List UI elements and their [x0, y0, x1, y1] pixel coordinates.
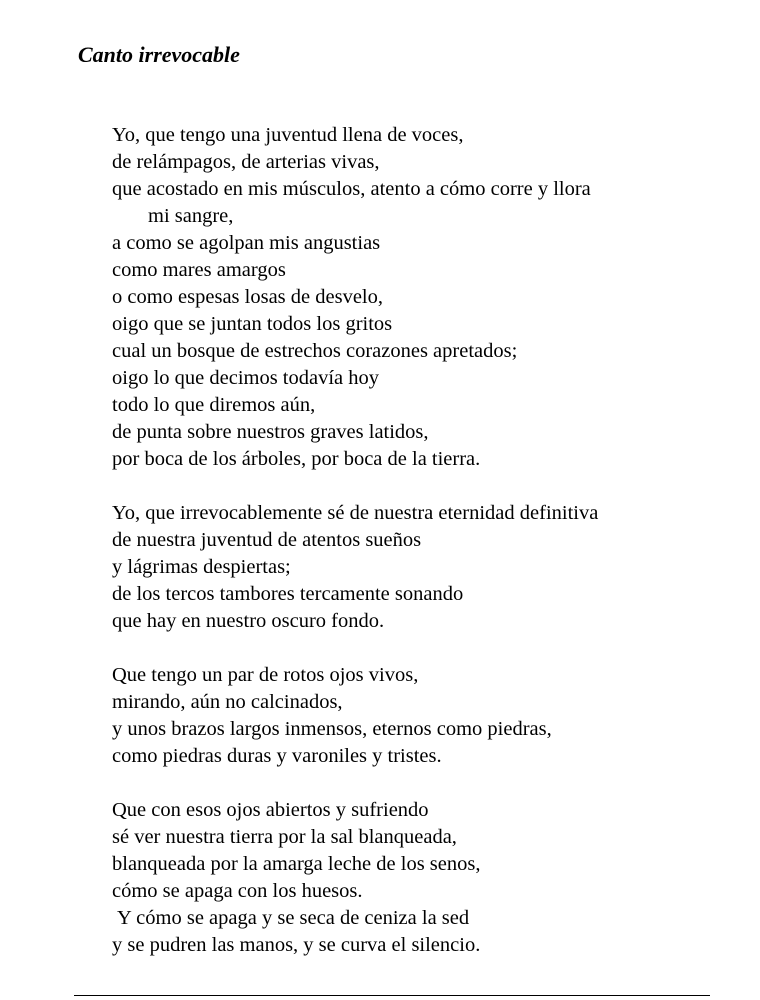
poem-line: y lágrimas despiertas;	[112, 556, 291, 578]
poem-line: sé ver nuestra tierra por la sal blanqueada,	[112, 826, 457, 848]
poem-line: blanqueada por la amarga leche de los senos,	[112, 853, 481, 875]
poem-line: que hay en nuestro oscuro fondo.	[112, 610, 385, 632]
poem-line: Que tengo un par de rotos ojos vivos,	[112, 664, 419, 686]
poem-line: que acostado en mis músculos, atento a cómo corre y llora	[112, 178, 591, 200]
stanza-3	[112, 662, 752, 770]
poem-line: y se pudren las manos, y se curva el silencio.	[112, 934, 481, 956]
poem-line: como mares amargos	[112, 259, 286, 281]
stanza-1	[112, 122, 752, 473]
poem-line: Yo, que tengo una juventud llena de voces,	[112, 124, 464, 146]
poem-line: Y cómo se apaga y se seca de ceniza la sed	[117, 907, 470, 929]
poem-line: oigo lo que decimos todavía hoy	[112, 367, 380, 389]
poem-line: de nuestra juventud de atentos sueños	[112, 529, 422, 551]
poem-line: Yo, que irrevocablemente sé de nuestra eternidad definitiva	[112, 502, 599, 524]
poem-line: de relámpagos, de arterias vivas,	[112, 151, 380, 173]
poem-line: cual un bosque de estrechos corazones apretados;	[112, 340, 518, 362]
poem-line: o como espesas losas de desvelo,	[112, 286, 383, 308]
poem-line: todo lo que diremos aún,	[112, 394, 316, 416]
stanza-2	[112, 500, 752, 635]
poem-line-continuation: mi sangre,	[148, 205, 234, 227]
poem-line: oigo que se juntan todos los gritos	[112, 313, 393, 335]
stanza-4	[112, 797, 752, 959]
poem-line: mirando, aún no calcinados,	[112, 691, 343, 713]
poem-line: y unos brazos largos inmensos, eternos como piedras,	[112, 718, 552, 740]
poem-line: como piedras duras y varoniles y tristes.	[112, 745, 442, 767]
poem-body	[112, 122, 752, 986]
poem-title: Canto irrevocable	[78, 42, 240, 67]
poem-line: por boca de los árboles, por boca de la tierra.	[112, 448, 481, 470]
poem-line: a como se agolpan mis angustias	[112, 232, 381, 254]
footer-divider	[74, 995, 710, 996]
poem-line: cómo se apaga con los huesos.	[112, 880, 363, 902]
poem-line: Que con esos ojos abiertos y sufriendo	[112, 799, 429, 821]
poem-line: de los tercos tambores tercamente sonando	[112, 583, 464, 605]
poem-line: de punta sobre nuestros graves latidos,	[112, 421, 429, 443]
